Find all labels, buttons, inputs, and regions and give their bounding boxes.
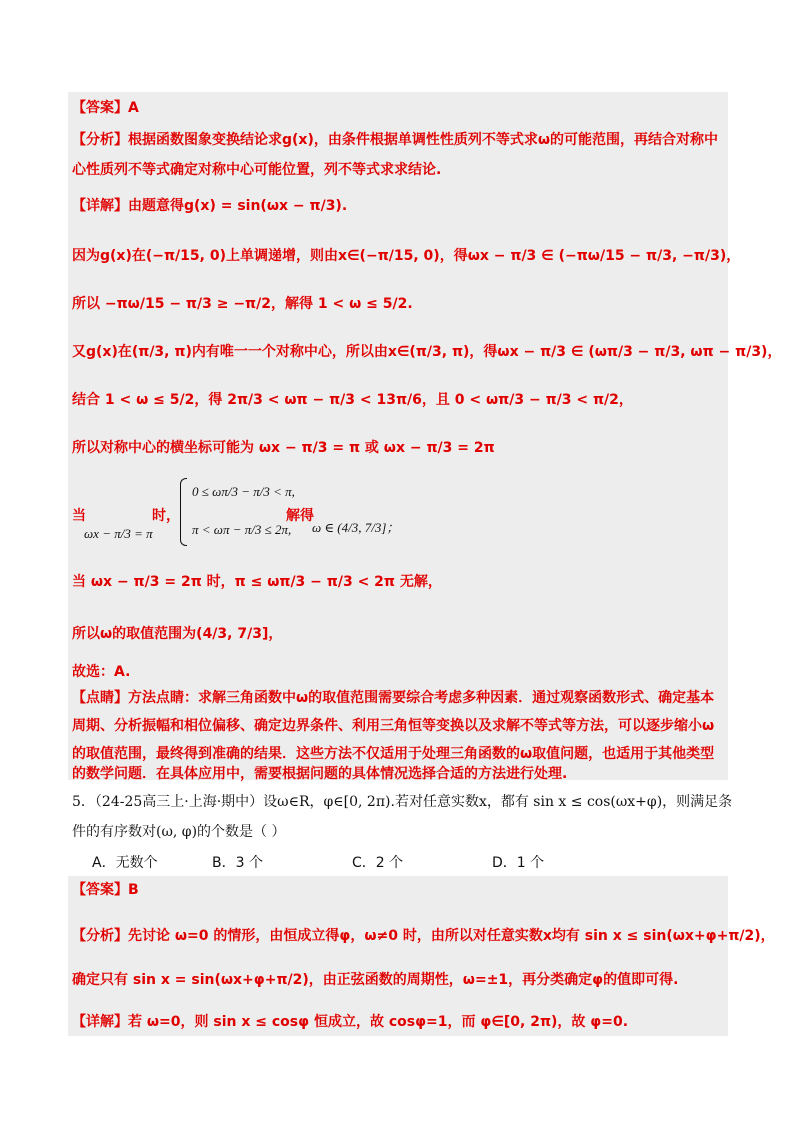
q4-tip-line-2: 周期、分析振幅和相位偏移、确定边界条件、利用三角恒等变换以及求解不等式等方法，可以逐步缩小ω xyxy=(72,718,715,734)
q4-analysis-line-1: 【分析】根据函数图象变换结论求g(x)，由条件根据单调性性质列不等式求ω的可能范围，再结合对称中 xyxy=(72,132,719,148)
q5-option-c: C．2 个 xyxy=(352,855,404,871)
q5-analysis-line-2: 确定只有 sin x = sin(ωx+φ+π/2)，由正弦函数的周期性，ω=±1，再分类确定φ的值即可得. xyxy=(72,972,679,988)
q5-option-b: B．3 个 xyxy=(212,855,263,871)
q4-tip-line-3: 的取值范围，最终得到准确的结果．这些方法不仅适用于处理三角函数的ω取值问题，也适用于其他类型 xyxy=(72,746,715,762)
q4-detail-line-7-result: ω ∈ (4/3, 7/3]； xyxy=(312,520,400,535)
q5-stem-line-1: 5．（24-25高三上·上海·期中）设ω∈R，φ∈[0, 2π).若对任意实数x，都有 sin x ≤ cos(ωx+φ)，则满足条 xyxy=(72,794,733,810)
q4-system-row-2: π < ωπ − π/3 ≤ 2π, xyxy=(192,522,292,537)
q4-detail-line-4: 又g(x)在(π/3, π)内有唯一一个对称中心，所以由x∈(π/3, π)，得ωx − π/3 ∈ (ωπ/3 − π/3, ωπ − π/3)， xyxy=(72,344,782,360)
q5-stem-line-2: 件的有序数对(ω, φ)的个数是（ ） xyxy=(72,824,286,840)
q4-answer: 【答案】A xyxy=(72,100,139,116)
q4-detail-line-8: 当 ωx − π/3 = 2π 时，π ≤ ωπ/3 − π/3 < 2π 无解， xyxy=(72,574,442,590)
q5-analysis-line-1: 【分析】先讨论 ω=0 的情形，由恒成立得φ，ω≠0 时，由所以对任意实数x均有 sin x ≤ sin(ωx+φ+π/2)， xyxy=(72,928,775,944)
q4-detail-line-3: 所以 −πω/15 − π/3 ≥ −π/2，解得 1 < ω ≤ 5/2. xyxy=(72,296,413,312)
q4-system-row-1: 0 ≤ ωπ/3 − π/3 < π, xyxy=(192,484,295,499)
q4-detail-line-9: 所以ω的取值范围为(4/3, 7/3]， xyxy=(72,626,283,642)
q4-detail-line-7-condition: ωx − π/3 = π xyxy=(84,526,153,541)
q4-detail-line-7-prefix: 当 xyxy=(72,508,86,524)
q4-detail-line-6: 所以对称中心的横坐标可能为 ωx − π/3 = π 或 ωx − π/3 = 2π xyxy=(72,440,495,456)
q5-answer: 【答案】B xyxy=(72,882,139,898)
q4-detail-line-2: 因为g(x)在(−π/15, 0)上单调递增，则由x∈(−π/15, 0)，得ωx − π/3 ∈ (−πω/15 − π/3, −π/3)， xyxy=(72,248,741,264)
q4-tip-line-4: 的数学问题．在具体应用中，需要根据问题的具体情况选择合适的方法进行处理. xyxy=(72,766,568,782)
q4-analysis-line-2: 心性质列不等式确定对称中心可能位置，列不等式求求结论. xyxy=(72,162,442,178)
system-brace xyxy=(180,478,187,546)
q4-choice: 故选：A. xyxy=(72,664,131,680)
q4-tip-line-1: 【点睛】方法点睛：求解三角函数中ω的取值范围需要综合考虑多种因素．通过观察函数形式、确定基本 xyxy=(72,690,715,706)
q5-detail-line-1: 【详解】若 ω=0，则 sin x ≤ cosφ 恒成立，故 cosφ=1，而 φ∈[0, 2π)，故 φ=0. xyxy=(72,1014,629,1030)
q4-detail-line-1: 【详解】由题意得g(x) = sin(ωx − π/3). xyxy=(72,198,348,214)
q5-option-d: D．1 个 xyxy=(492,855,545,871)
q5-option-a: A．无数个 xyxy=(92,855,158,871)
q4-detail-line-5: 结合 1 < ω ≤ 5/2，得 2π/3 < ωπ − π/3 < 13π/6，且 0 < ωπ/3 − π/3 < π/2， xyxy=(72,392,633,408)
q4-detail-line-7-when: 时， xyxy=(152,508,180,524)
q4-detail-line-7-solve: 解得 xyxy=(286,508,314,524)
